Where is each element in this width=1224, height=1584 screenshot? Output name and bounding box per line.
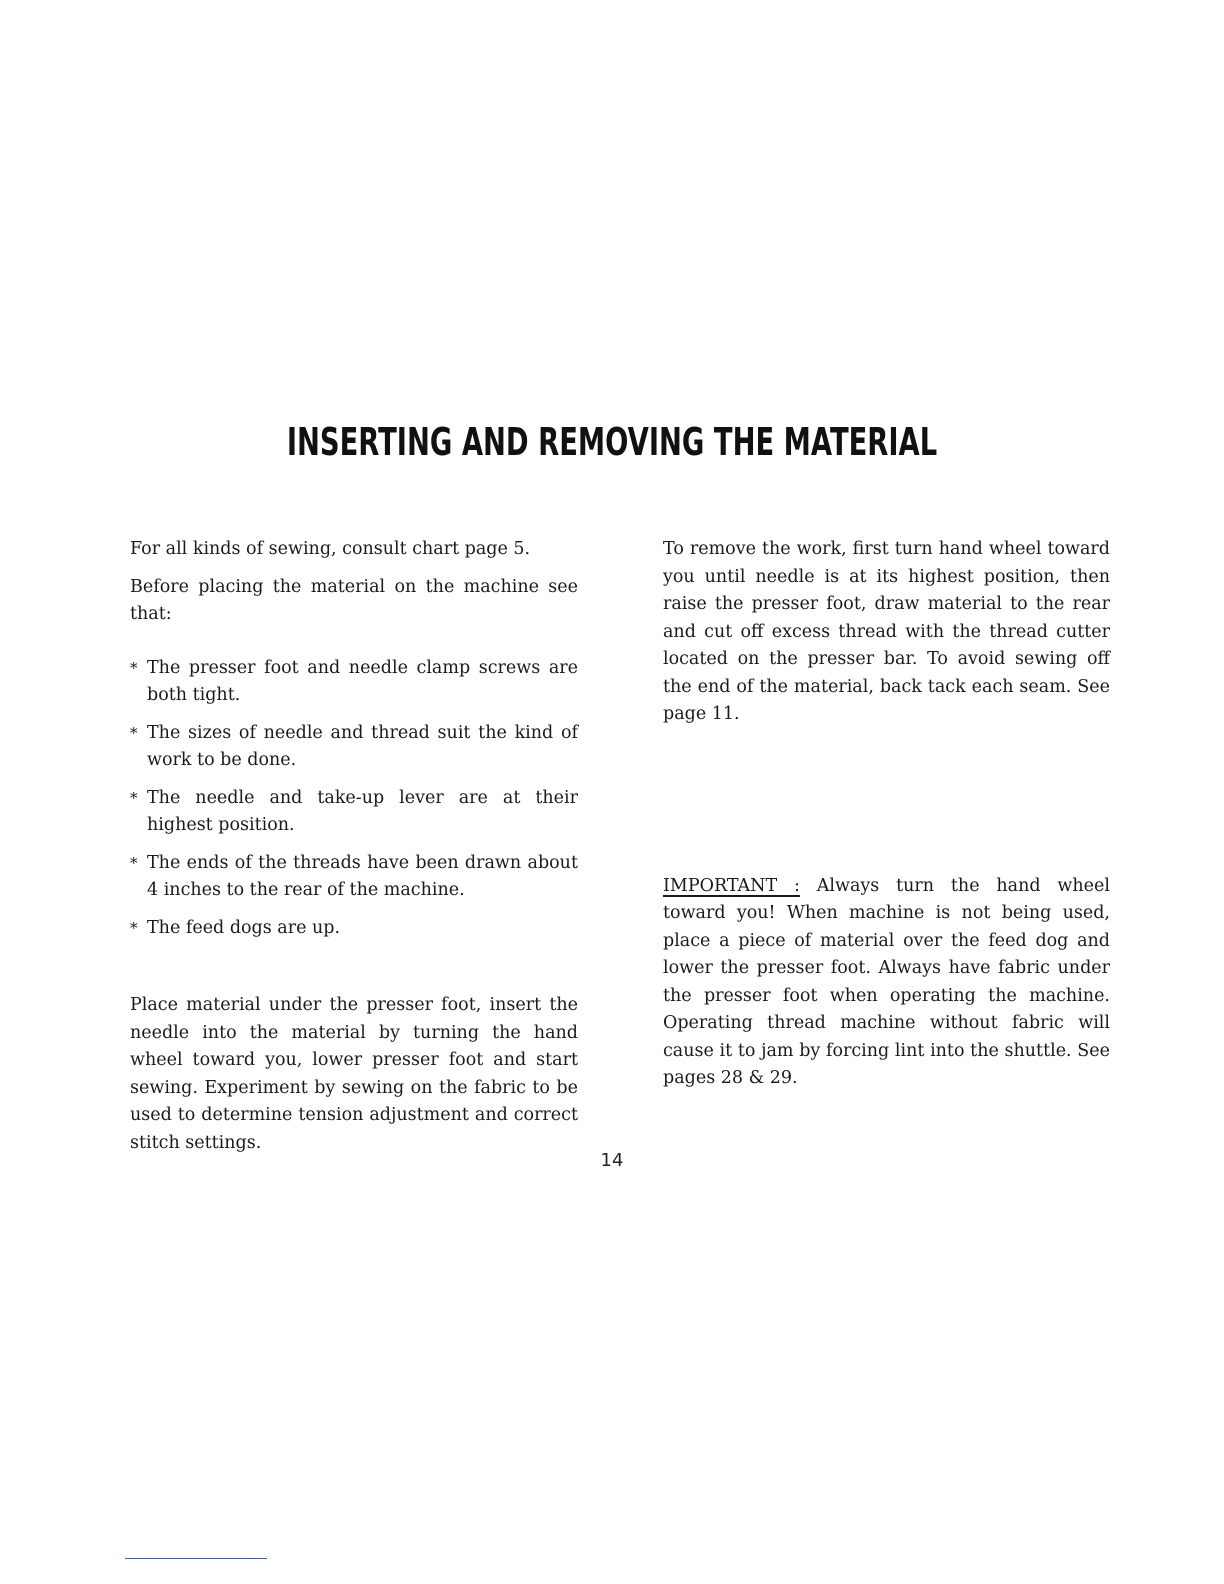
removing-paragraph: To remove the work, first turn hand wheel toward you until needle is at its highest position, then raise the presser foot, draw material to the rear and cut off excess thread with the thread cutter located on the presser bar. To avoid sewing off the end of the material, back tack each seam. See page 11.	[663, 539, 1110, 724]
checklist-item-text: The feed dogs are up.	[147, 917, 341, 938]
important-text: Always turn the hand wheel toward you! When machine is not being used, place a piece of material over the feed dog and lower the presser foot. Always have fabric under the presser foot when operating the machine. Operating thread machine without fabric will cause it to jam by forcing lint into the shuttle. See pages 28 & 29.	[663, 875, 1110, 1088]
checklist-item	[130, 915, 578, 943]
checklist-item	[130, 655, 578, 710]
bullet-mark: *	[130, 788, 138, 807]
left-column	[130, 536, 578, 1157]
before-paragraph: Before placing the material on the machine see that:	[130, 576, 578, 624]
page-title: INSERTING AND REMOVING THE MATERIAL	[286, 420, 938, 464]
bullet-mark: *	[130, 918, 138, 937]
bullet-mark: *	[130, 723, 138, 742]
checklist-item	[130, 720, 578, 775]
checklist	[130, 655, 578, 943]
checklist-item	[130, 850, 578, 905]
bottom-divider	[125, 1558, 267, 1559]
right-column	[663, 536, 1110, 1093]
bullet-mark: *	[130, 853, 138, 872]
important-paragraph	[663, 873, 1110, 1093]
checklist-item	[130, 785, 578, 840]
checklist-item-text: The ends of the threads have been drawn about 4 inches to the rear of the machine.	[147, 852, 578, 900]
checklist-item-text: The needle and take-up lever are at their highest position.	[147, 787, 578, 835]
page-number: 14	[600, 1150, 624, 1171]
intro-paragraph: For all kinds of sewing, consult chart page 5.	[130, 539, 531, 559]
checklist-item-text: The sizes of needle and thread suit the kind of work to be done.	[147, 722, 578, 770]
checklist-item-text: The presser foot and needle clamp screws are both tight.	[147, 657, 578, 705]
placing-paragraph: Place material under the presser foot, insert the needle into the material by turning the hand wheel toward you, lower presser foot and start sewing. Experiment by sewing on the fabric to be used to determine tension adjustment and correct stitch settings.	[130, 995, 578, 1153]
important-label: IMPORTANT :	[663, 875, 800, 896]
bullet-mark: *	[130, 658, 138, 677]
